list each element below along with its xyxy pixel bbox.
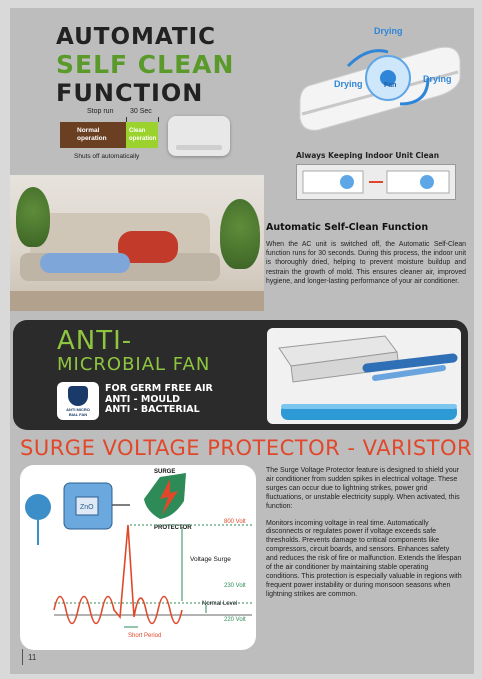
ac-drying-illustration — [288, 26, 466, 131]
short-period-label: Short Period — [128, 633, 162, 639]
person-image — [40, 253, 130, 273]
clean-operation-bar — [126, 122, 158, 148]
drying-top-label: Drying — [374, 26, 403, 36]
cross-flow-fan-icon — [267, 328, 461, 424]
drying-right-label: Drying — [423, 74, 452, 84]
floor-image — [10, 291, 264, 311]
keeping-clean-caption: Always Keeping Indoor Unit Clean — [296, 151, 440, 160]
tick-mark — [158, 117, 159, 122]
normal-label-1: Normal — [77, 127, 100, 134]
surge-intro: The Surge Voltage Protector feature is designed to shield your air conditioner from sudden spikes in electrical voltage. These surges can occur due to lightning strikes, power grid fluctuations, or unstable electricity supply. When activated, this function: — [266, 467, 460, 510]
shield-icon — [68, 386, 88, 406]
timing-diagram — [60, 108, 170, 166]
voltage-surge-label: Voltage Surge — [190, 556, 231, 563]
ac-unit-small-image — [168, 116, 230, 156]
shut-off-label: Shuts off automatically — [74, 153, 140, 160]
seconds-label: 30 Sec — [130, 108, 152, 115]
indoor-unit-icons — [297, 165, 455, 199]
self-clean-title — [56, 24, 234, 107]
title-line-1: AUTOMATIC — [56, 24, 217, 50]
badge-text-1: ANTI MICRO — [66, 407, 90, 412]
plant-image — [16, 187, 50, 247]
feature-item: ANTI - MOULD — [105, 393, 181, 405]
self-clean-heading: Automatic Self-Clean Function — [266, 222, 429, 233]
v800-label: 800 Volt — [224, 519, 246, 525]
anti-microbial-panel — [13, 320, 468, 430]
stop-run-label: Stop run — [87, 108, 114, 115]
feature-list — [105, 384, 213, 416]
clean-label-2: operation — [129, 136, 157, 142]
clean-label-1: Clean — [129, 128, 146, 134]
normal-operation-bar — [60, 122, 126, 148]
drying-left-label: Drying — [334, 79, 363, 89]
badge-text-2: BIAL FAN — [68, 412, 88, 417]
title-line-3: FUNCTION — [56, 79, 204, 107]
fan-illustration — [267, 328, 461, 424]
badge-text — [57, 407, 99, 417]
surge-description — [266, 467, 462, 608]
protector-label: PROTECTOR — [154, 525, 192, 531]
plant-image — [220, 199, 260, 269]
surge-diagram-panel — [20, 465, 256, 650]
family-photo — [10, 175, 264, 311]
page-number: 11 — [28, 653, 37, 662]
v230-label: 230 Volt — [224, 583, 246, 589]
microbial-fan-title: MICROBIAL FAN — [57, 354, 211, 375]
feature-item: ANTI - BACTERIAL — [105, 404, 200, 415]
normal-label-2: operation — [77, 135, 107, 142]
anti-microbial-badge — [57, 382, 99, 420]
fan-label: Fan — [384, 82, 397, 89]
normal-level-label: Normal Level — [202, 601, 238, 607]
self-clean-body: When the AC unit is switched off, the Automatic Self-Clean function runs for 30 seconds. During this process, the indoor unit is thoroughly dried, helping to prevent moisture buildup and restrain the growth of mold. This ensures cleaner air, improved hygiene, and longer-lasting performance of your air conditioner. — [266, 241, 466, 285]
feature-item: FOR GERM FREE AIR — [105, 383, 213, 394]
indoor-unit-diagram — [296, 164, 456, 200]
surge-points: Monitors incoming voltage in real time. Automatically disconnects or regulates power if voltage exceeds safe thresholds. Prevents damage to critical components like compressors, circuit boards, and sensors. Enhances safety and reduces the risk of fire or malfunction. Extends the lifespan of the air conditioner by maintaining stable operating conditions. This protection is especially valuable in regions with frequent power instability or during monsoon seasons when lightning strikes are common. — [266, 519, 462, 598]
v220-label: 220 Volt — [224, 617, 246, 623]
zno-label: ZnO — [80, 504, 94, 511]
title-line-2: SELF CLEAN — [56, 50, 235, 79]
surge-label: SURGE — [154, 469, 176, 475]
varistor-disc-icon — [25, 494, 51, 520]
surge-voltage-diagram — [20, 465, 256, 650]
brochure-page — [10, 8, 474, 674]
surge-title: SURGE VOLTAGE PROTECTOR - VARISTOR — [20, 436, 473, 460]
anti-title: ANTI- — [57, 326, 133, 356]
